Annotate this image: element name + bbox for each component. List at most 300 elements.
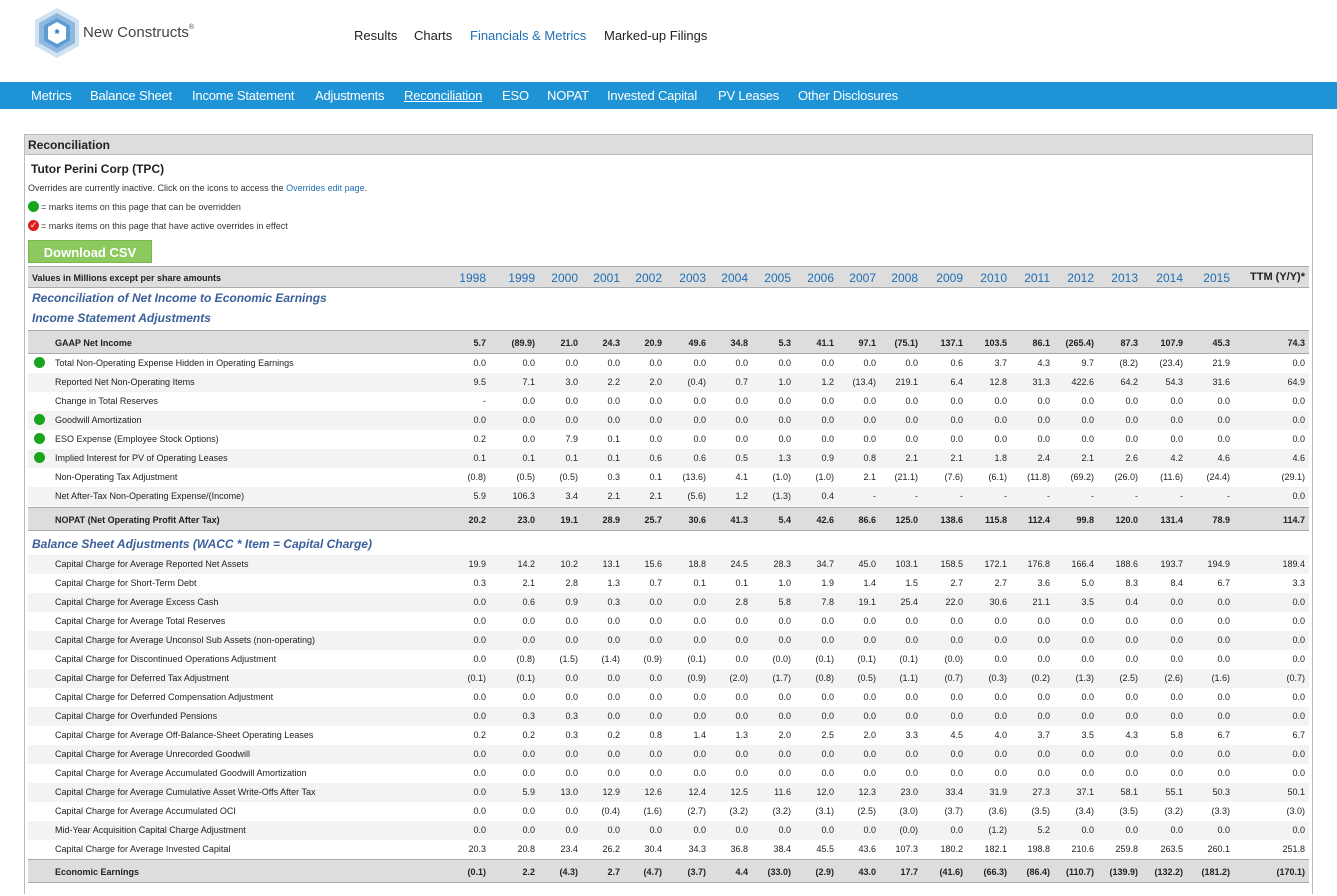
table-cell: 0.0	[1037, 616, 1050, 626]
topnav-item-charts[interactable]: Charts	[414, 28, 453, 43]
table-cell: 0.0	[905, 692, 918, 702]
table-cell: 172.1	[984, 559, 1007, 569]
overrides-note: Overrides are currently inactive. Click on the icons to access the Overrides edit page.	[28, 183, 368, 193]
table-cell: (0.1)	[467, 673, 486, 683]
table-cell: 0.6	[693, 453, 706, 463]
table-cell: 31.3	[1032, 377, 1050, 387]
table-row	[28, 688, 1309, 707]
table-cell: 0.0	[693, 635, 706, 645]
table-cell: 0.0	[1081, 749, 1094, 759]
table-cell: 41.3	[730, 515, 748, 525]
table-cell: -	[1135, 491, 1138, 501]
table-cell: 0.0	[565, 616, 578, 626]
table-cell: 0.0	[1217, 749, 1230, 759]
table-cell: (4.3)	[559, 867, 578, 877]
year-column-header[interactable]: 2012	[1067, 271, 1094, 285]
row-label: Capital Charge for Overfunded Pensions	[55, 711, 218, 721]
table-cell: 0.0	[1217, 654, 1230, 664]
legend-active-override: ✓ = marks items on this page that have active overrides in effect	[29, 220, 288, 231]
year-column-header[interactable]: 2002	[635, 271, 662, 285]
table-cell: 1.5	[905, 578, 918, 588]
table-cell: (0.5)	[559, 472, 578, 482]
table-cell: 0.0	[607, 749, 620, 759]
table-cell: (86.4)	[1026, 867, 1050, 877]
row-label: Capital Charge for Discontinued Operations Adjustment	[55, 654, 277, 664]
table-cell: 5.4	[778, 515, 791, 525]
subnav-tab-other-disclosures[interactable]: Other Disclosures	[798, 88, 898, 103]
table-row	[28, 802, 1309, 821]
panel-title: Reconciliation	[25, 135, 1312, 155]
subnav-tab-income-statement[interactable]: Income Statement	[192, 88, 295, 103]
table-cell: 0.0	[735, 635, 748, 645]
table-cell: 6.7	[1217, 730, 1230, 740]
reconciliation-panel	[24, 134, 1313, 894]
year-column-header[interactable]: 2000	[551, 271, 578, 285]
svg-text:*: *	[54, 26, 60, 41]
table-cell: 0.0	[778, 616, 791, 626]
reconciliation-table	[28, 266, 1309, 896]
table-cell: 0.2	[473, 434, 486, 444]
table-cell: 0.0	[607, 673, 620, 683]
table-cell: 6.7	[1292, 730, 1305, 740]
table-cell: 0.0	[863, 434, 876, 444]
subnav-tab-pv-leases[interactable]: PV Leases	[718, 88, 780, 103]
table-row	[28, 840, 1309, 859]
table-cell: (0.8)	[467, 472, 486, 482]
table-cell: 7.8	[821, 597, 834, 607]
table-cell: 0.0	[994, 749, 1007, 759]
table-cell: 49.6	[688, 338, 706, 348]
table-row	[28, 821, 1309, 840]
topnav-item-results[interactable]: Results	[354, 28, 398, 43]
table-row	[28, 745, 1309, 764]
table-cell: 0.0	[778, 434, 791, 444]
table-cell: 13.0	[560, 787, 578, 797]
table-cell: 0.0	[649, 692, 662, 702]
subnav-tab-adjustments[interactable]: Adjustments	[315, 88, 385, 103]
table-cell: 137.1	[940, 338, 963, 348]
subnav-tab-nopat[interactable]: NOPAT	[547, 88, 589, 103]
table-cell: 2.7	[950, 578, 963, 588]
table-cell: (3.7)	[944, 806, 963, 816]
table-cell: 0.0	[649, 415, 662, 425]
table-cell: 0.4	[1125, 597, 1138, 607]
table-cell: 0.0	[735, 825, 748, 835]
overrides-edit-link[interactable]: Overrides edit page	[286, 183, 365, 193]
table-cell: 0.0	[1081, 434, 1094, 444]
brand-name[interactable]: New Constructs®	[83, 24, 195, 41]
table-cell: 125.0	[895, 515, 918, 525]
table-cell: 11.6	[774, 787, 791, 797]
table-cell: 0.0	[1125, 616, 1138, 626]
table-cell: 0.6	[522, 597, 535, 607]
table-cell: 0.0	[1125, 825, 1138, 835]
table-cell: -	[1091, 491, 1094, 501]
override-dot-icon[interactable]	[34, 452, 45, 463]
table-header-row	[28, 266, 1309, 288]
table-cell: 0.0	[1170, 415, 1183, 425]
table-cell: 0.0	[905, 616, 918, 626]
table-cell: 6.7	[1217, 578, 1230, 588]
table-cell: 0.0	[607, 358, 620, 368]
table-cell: (3.2)	[1164, 806, 1183, 816]
section-balance-adjustments-title: Balance Sheet Adjustments (WACC * Item = Capital Charge)	[32, 537, 372, 551]
table-cell: 2.0	[649, 377, 662, 387]
table-cell: 0.0	[950, 768, 963, 778]
table-cell: 0.0	[522, 635, 535, 645]
table-cell: 3.6	[1037, 578, 1050, 588]
table-cell: 0.0	[1081, 616, 1094, 626]
table-cell: 0.0	[1217, 616, 1230, 626]
row-label: Capital Charge for Average Accumulated Goodwill Amortization	[55, 768, 307, 778]
table-cell: 0.0	[1125, 749, 1138, 759]
table-cell: 74.3	[1287, 338, 1305, 348]
green-dot-icon	[28, 201, 39, 212]
table-cell: (0.3)	[988, 673, 1007, 683]
table-row	[28, 430, 1309, 449]
table-cell: 2.0	[863, 730, 876, 740]
table-cell: 0.0	[735, 434, 748, 444]
table-cell: 0.0	[778, 692, 791, 702]
table-cell: 107.9	[1160, 338, 1183, 348]
table-cell: 0.0	[473, 787, 486, 797]
table-cell: 50.1	[1287, 787, 1305, 797]
table-cell: 1.0	[778, 578, 791, 588]
table-cell: 22.0	[945, 597, 963, 607]
table-cell: 28.9	[602, 515, 620, 525]
table-cell: 12.3	[858, 787, 876, 797]
table-row	[28, 392, 1309, 411]
year-column-header[interactable]: 2008	[891, 271, 918, 285]
table-cell: 0.0	[693, 415, 706, 425]
table-row	[28, 612, 1309, 631]
table-cell: 0.0	[735, 768, 748, 778]
table-cell: (1.5)	[559, 654, 578, 664]
table-cell: -	[915, 491, 918, 501]
table-cell: 6.4	[950, 377, 963, 387]
table-cell: 0.8	[649, 730, 662, 740]
table-cell: (3.1)	[815, 806, 834, 816]
table-cell: 0.0	[693, 358, 706, 368]
table-cell: 0.0	[905, 768, 918, 778]
table-cell: 0.0	[693, 711, 706, 721]
year-column-header[interactable]: 2001	[593, 271, 620, 285]
table-cell: 5.3	[778, 338, 791, 348]
table-cell: 0.0	[522, 749, 535, 759]
table-cell: (132.2)	[1154, 867, 1183, 877]
table-cell: 2.6	[1125, 453, 1138, 463]
table-cell: (1.6)	[1211, 673, 1230, 683]
table-cell: (0.2)	[1031, 673, 1050, 683]
table-cell: (1.6)	[643, 806, 662, 816]
table-cell: 1.2	[821, 377, 834, 387]
subnav-tab-invested-capital[interactable]: Invested Capital	[607, 88, 698, 103]
table-cell: -	[960, 491, 963, 501]
table-cell: 106.3	[512, 491, 535, 501]
subnav-tab-metrics[interactable]: Metrics	[31, 88, 72, 103]
year-column-header[interactable]: 2014	[1156, 271, 1183, 285]
table-cell: 3.4	[565, 491, 578, 501]
table-cell: (3.6)	[988, 806, 1007, 816]
table-cell: 0.0	[905, 749, 918, 759]
table-cell: 0.0	[1081, 654, 1094, 664]
table-cell: 0.0	[607, 616, 620, 626]
row-label: Capital Charge for Average Off-Balance-Sheet Operating Leases	[55, 730, 314, 740]
table-cell: 0.0	[1292, 491, 1305, 501]
table-row	[28, 449, 1309, 468]
table-cell: 0.1	[473, 453, 486, 463]
table-cell: (2.9)	[815, 867, 834, 877]
table-cell: 0.0	[778, 711, 791, 721]
table-cell: (1.0)	[772, 472, 791, 482]
table-cell: 0.0	[1125, 711, 1138, 721]
subnav-tab-eso[interactable]: ESO	[502, 88, 529, 103]
table-cell: 34.7	[816, 559, 834, 569]
table-cell: 0.0	[950, 749, 963, 759]
table-cell: 0.0	[607, 635, 620, 645]
table-cell: 2.8	[735, 597, 748, 607]
table-row	[28, 411, 1309, 430]
table-cell: (0.1)	[857, 654, 876, 664]
year-column-header[interactable]: 2005	[764, 271, 791, 285]
year-column-header[interactable]: 2010	[980, 271, 1007, 285]
table-cell: 0.0	[1292, 749, 1305, 759]
table-cell: (11.6)	[1160, 472, 1183, 482]
table-cell: 31.9	[989, 787, 1007, 797]
topnav-item-financials-metrics[interactable]: Financials & Metrics	[470, 28, 587, 43]
year-column-header[interactable]: 2013	[1111, 271, 1138, 285]
table-cell: (66.3)	[983, 867, 1007, 877]
table-cell: 1.8	[994, 453, 1007, 463]
red-check-icon: ✓	[29, 220, 38, 230]
table-cell: 50.3	[1212, 787, 1230, 797]
table-cell: (13.6)	[682, 472, 706, 482]
table-cell: 4.3	[1037, 358, 1050, 368]
table-cell: 0.0	[1170, 825, 1183, 835]
row-label: Total Non-Operating Expense Hidden in Operating Earnings	[55, 358, 294, 368]
table-cell: 0.0	[693, 434, 706, 444]
table-cell: (0.5)	[516, 472, 535, 482]
table-cell: 0.0	[1125, 635, 1138, 645]
table-cell: 0.3	[565, 711, 578, 721]
table-cell: 17.7	[900, 867, 918, 877]
table-cell: 0.0	[473, 825, 486, 835]
year-column-header[interactable]: 2003	[679, 271, 706, 285]
table-cell: 0.0	[821, 434, 834, 444]
table-cell: -	[1004, 491, 1007, 501]
table-cell: 2.1	[905, 453, 918, 463]
table-cell: 2.7	[607, 867, 620, 877]
subnav-tab-balance-sheet[interactable]: Balance Sheet	[90, 88, 172, 103]
table-cell: 0.0	[905, 635, 918, 645]
table-cell: 0.0	[607, 692, 620, 702]
table-cell: (0.7)	[1286, 673, 1305, 683]
table-cell: 0.0	[1125, 415, 1138, 425]
table-cell: 0.1	[735, 578, 748, 588]
table-cell: 5.8	[1170, 730, 1183, 740]
year-column-header[interactable]: 2009	[936, 271, 963, 285]
table-cell: 30.6	[989, 597, 1007, 607]
table-cell: 12.0	[816, 787, 834, 797]
table-cell: 188.6	[1115, 559, 1138, 569]
table-cell: 2.5	[821, 730, 834, 740]
row-label: Capital Charge for Average Invested Capital	[55, 844, 231, 854]
table-cell: 1.4	[693, 730, 706, 740]
table-cell: 87.3	[1120, 338, 1138, 348]
table-cell: 2.2	[607, 377, 620, 387]
table-cell: 4.3	[1125, 730, 1138, 740]
table-cell: 0.3	[607, 472, 620, 482]
table-cell: 20.2	[468, 515, 486, 525]
table-cell: 15.6	[644, 559, 662, 569]
table-cell: (1.0)	[815, 472, 834, 482]
table-cell: (3.0)	[1286, 806, 1305, 816]
table-cell: 5.2	[1037, 825, 1050, 835]
override-dot-icon[interactable]	[34, 357, 45, 368]
subnav-tab-reconciliation[interactable]: Reconciliation	[404, 88, 483, 103]
table-cell: 4.0	[994, 730, 1007, 740]
table-cell: (0.9)	[687, 673, 706, 683]
year-column-header[interactable]: TTM (Y/Y)*	[1250, 271, 1305, 283]
table-cell: 2.8	[565, 578, 578, 588]
year-column-header[interactable]: 2007	[849, 271, 876, 285]
table-row	[28, 783, 1309, 802]
override-dot-icon[interactable]	[34, 433, 45, 444]
row-label: Goodwill Amortization	[55, 415, 142, 425]
year-column-header[interactable]: 2006	[807, 271, 834, 285]
year-column-header[interactable]: 2011	[1024, 271, 1050, 285]
table-cell: 0.0	[994, 768, 1007, 778]
table-cell: 2.1	[649, 491, 662, 501]
table-cell: 0.0	[950, 616, 963, 626]
year-column-header[interactable]: 2015	[1203, 271, 1230, 285]
table-cell: 0.0	[565, 396, 578, 406]
table-cell: (0.0)	[899, 825, 918, 835]
table-cell: 0.0	[522, 616, 535, 626]
table-cell: 0.6	[950, 358, 963, 368]
table-cell: 0.0	[1037, 692, 1050, 702]
table-cell: 0.0	[1081, 415, 1094, 425]
table-cell: 12.4	[688, 787, 706, 797]
table-row	[28, 468, 1309, 487]
table-cell: 0.0	[522, 396, 535, 406]
row-label: Implied Interest for PV of Operating Leases	[55, 453, 228, 463]
top-navigation	[0, 28, 1337, 46]
table-cell: 25.7	[644, 515, 662, 525]
table-cell: 31.6	[1212, 377, 1230, 387]
table-cell: 0.2	[522, 730, 535, 740]
year-column-header[interactable]: 1999	[508, 271, 535, 285]
table-cell: 2.1	[1081, 453, 1094, 463]
table-cell: 33.4	[945, 787, 963, 797]
table-cell: 0.0	[693, 768, 706, 778]
table-cell: 0.0	[649, 673, 662, 683]
table-cell: 4.6	[1217, 453, 1230, 463]
table-cell: 0.0	[1170, 616, 1183, 626]
year-column-header[interactable]: 1998	[459, 271, 486, 285]
table-cell: 0.0	[1170, 692, 1183, 702]
table-cell: 41.1	[816, 338, 834, 348]
table-cell: 0.0	[649, 768, 662, 778]
table-cell: (1.3)	[772, 491, 791, 501]
table-cell: 0.0	[1081, 635, 1094, 645]
topnav-item-marked-up-filings[interactable]: Marked-up Filings	[604, 28, 708, 43]
table-cell: 115.8	[984, 515, 1007, 525]
table-cell: 38.4	[773, 844, 791, 854]
table-cell: 5.8	[778, 597, 791, 607]
table-cell: 0.0	[565, 635, 578, 645]
legend-overridable: = marks items on this page that can be overridden	[28, 201, 241, 212]
table-cell: (21.1)	[894, 472, 918, 482]
table-cell: 0.0	[1292, 396, 1305, 406]
table-cell: 7.9	[565, 434, 578, 444]
header-units-label: Values in Millions except per share amounts	[32, 273, 222, 283]
table-cell: 1.3	[735, 730, 748, 740]
table-cell: 19.1	[560, 515, 578, 525]
table-cell: 0.0	[1037, 768, 1050, 778]
table-cell: 0.7	[649, 578, 662, 588]
table-cell: 0.0	[735, 358, 748, 368]
table-cell: 24.5	[730, 559, 748, 569]
table-cell: 0.0	[607, 768, 620, 778]
table-cell: (23.4)	[1159, 358, 1183, 368]
table-cell: 0.0	[994, 711, 1007, 721]
table-cell: 0.0	[778, 635, 791, 645]
table-cell: 20.9	[644, 338, 662, 348]
table-cell: 0.0	[994, 415, 1007, 425]
table-cell: 0.0	[565, 806, 578, 816]
table-cell: 0.3	[607, 597, 620, 607]
table-cell: 0.0	[1170, 635, 1183, 645]
download-csv-button[interactable]: Download CSV	[28, 240, 152, 263]
table-cell: 0.0	[950, 415, 963, 425]
table-cell: 0.6	[649, 453, 662, 463]
row-label: Capital Charge for Deferred Tax Adjustment	[55, 673, 229, 683]
override-dot-icon[interactable]	[34, 414, 45, 425]
table-cell: (33.0)	[767, 867, 791, 877]
section-income-adjustments-title: Income Statement Adjustments	[32, 311, 211, 325]
table-cell: (7.6)	[944, 472, 963, 482]
table-cell: 0.0	[693, 825, 706, 835]
table-cell: (0.1)	[687, 654, 706, 664]
table-row	[28, 555, 1309, 574]
table-cell: 158.5	[940, 559, 963, 569]
row-label: Capital Charge for Average Excess Cash	[55, 597, 219, 607]
row-label: Capital Charge for Average Accumulated OCI	[55, 806, 236, 816]
table-cell: 0.0	[778, 396, 791, 406]
row-label: Mid-Year Acquisition Capital Charge Adjustment	[55, 825, 246, 835]
table-cell: 0.0	[473, 635, 486, 645]
table-cell: 0.0	[735, 692, 748, 702]
table-cell: 2.0	[778, 730, 791, 740]
table-cell: 97.1	[858, 338, 876, 348]
table-cell: 8.3	[1125, 578, 1138, 588]
table-cell: 0.0	[905, 415, 918, 425]
total-row	[28, 330, 1309, 354]
table-cell: 0.0	[735, 616, 748, 626]
table-cell: 37.1	[1076, 787, 1094, 797]
table-cell: 0.0	[1170, 434, 1183, 444]
table-cell: 0.0	[1292, 434, 1305, 444]
table-cell: (3.5)	[1119, 806, 1138, 816]
year-column-header[interactable]: 2004	[721, 271, 748, 285]
table-cell: 0.0	[735, 711, 748, 721]
row-label: Capital Charge for Average Reported Net Assets	[55, 559, 249, 569]
table-cell: (0.1)	[899, 654, 918, 664]
table-cell: 4.6	[1292, 453, 1305, 463]
row-label: ESO Expense (Employee Stock Options)	[55, 434, 219, 444]
table-cell: 0.0	[821, 396, 834, 406]
